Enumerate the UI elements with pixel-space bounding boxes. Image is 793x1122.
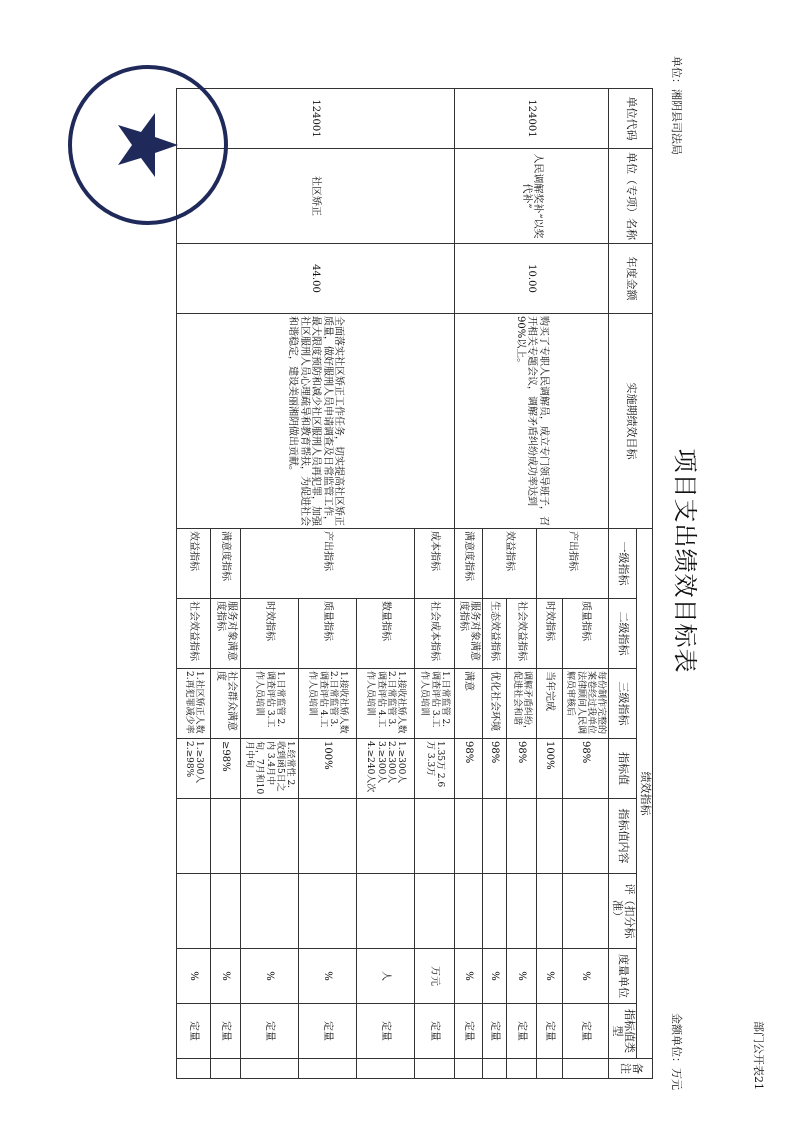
col-unit-code: 单位代码 [609,89,653,149]
p1r3-l3: 优化社会环境 [483,669,507,739]
p2r1-remark [357,1059,415,1079]
p2r4-unit: % [211,949,241,1004]
p2r4-remark [211,1059,241,1079]
p2r2-unit: % [299,949,357,1004]
p1r2-value: 98% [507,739,537,799]
p2r0-value: 1.35万 2.6万 3.3万 [415,739,455,799]
col-value: 指标值 [609,739,637,799]
p2r0-type: 定量 [415,1004,455,1059]
p1r4-content [455,799,483,874]
p2r2-scoring [299,874,357,949]
p1r1-unit: % [537,949,563,1004]
p1r4-value: 98% [455,739,483,799]
p1r0-value: 98% [563,739,609,799]
p1r0-type: 定量 [563,1004,609,1059]
col-unit-name: 单位（专项）名称 [609,149,653,244]
p1-l1: 产出指标 [537,529,609,599]
col-l3: 三级指标 [609,669,637,739]
p2r3-value: 1.经常性 2.收到函5日之内 3.4月中旬，7月和10月中旬 [241,739,299,799]
p2r3-l3: 1.日常监管 2.调查评估 3.工作人员培训 [241,669,299,739]
p1r2-l2: 社会效益指标 [507,599,537,669]
p2r2-remark [299,1059,357,1079]
p2r1-content [357,799,415,874]
p1r3-remark [483,1059,507,1079]
table-row [415,89,455,1079]
p1r3-content [483,799,507,874]
p2r1-l2: 数量指标 [357,599,415,669]
p2r2-value: 100% [299,739,357,799]
form-number: 部门公开表21 [752,1021,765,1090]
p2r2-l3: 1.接收社矫人数 2.日常监管 3.调查评估 4.工作人员培训 [299,669,357,739]
p1r1-content [537,799,563,874]
p1r4-unit: % [455,949,483,1004]
performance-table [176,88,653,1079]
p1r3-scoring [483,874,507,949]
p2r4-value: ≥98% [211,739,241,799]
p2r1-value: 1.≥300人 2.≥300人 3.≥300人 4.≥240人次 [357,739,415,799]
p1r1-l2: 时效指标 [537,599,563,669]
col-total: 年度金额 [609,244,653,314]
p2r4-content [211,799,241,874]
official-seal [63,60,233,230]
p2r3-l2: 时效指标 [241,599,299,669]
p2r0-l3: 1.日常监管 2.调查评估 3.工作人员培训 [415,669,455,739]
col-measure: 度量单位 [609,949,637,1004]
p2-goal: 全面落实社区矫正工作任务，切实提高社区矫正质量，做好服刑人员申请调查及日常监管工作，最大限度预防和减少社区服刑人员再犯罪，加强社区服刑人员心理疏导和教育帮扶，为促进社会和谐稳定，建设美丽湘阴做出贡献。 [177,314,455,529]
p2r1-scoring [357,874,415,949]
p2r0-l2: 社会成本指标 [415,599,455,669]
p2r5-scoring [177,874,211,949]
p2r4-l3: 社会群众满意度 [211,669,241,739]
p1r2-type: 定量 [507,1004,537,1059]
p1r4-l3: 满意 [455,669,483,739]
p1r4-remark [455,1059,483,1079]
col-goal: 实施期绩效目标 [609,314,653,529]
p2r2-type: 定量 [299,1004,357,1059]
p2r0-l1: 成本指标 [415,529,455,599]
p2r4-type: 定量 [211,1004,241,1059]
p1r2-remark [507,1059,537,1079]
seal-star [118,113,178,177]
table-row [563,89,609,1079]
p2r0-content [415,799,455,874]
p2r5-l2: 社会效益指标 [177,599,211,669]
p2r3-remark [241,1059,299,1079]
p1r0-content [563,799,609,874]
p2r4-scoring [211,874,241,949]
page-title: 项目支出绩效目标表 [671,448,699,674]
col-l1: 一级指标 [609,529,637,599]
col-remark: 备注 [609,1059,653,1079]
p1-name: 人民调解奖补“以奖代补” [455,149,609,244]
header-row-1 [637,89,653,1079]
p2-amount: 44.00 [177,244,455,314]
p1r0-scoring [563,874,609,949]
p1r1-remark [537,1059,563,1079]
unit-label: 单位： [670,56,683,89]
p2r1-l3: 1.接收社矫人数 2.日常监管 3.调查评估 4.工作人员培训 [357,669,415,739]
p1r2-scoring [507,874,537,949]
p1r3-unit: % [483,949,507,1004]
p2r5-l3: 1.社区矫正人数 2.再犯罪减少率 [177,669,211,739]
col-type: 指标值类型 [609,1004,637,1059]
unit-name: 湘阴县司法局 [670,89,683,155]
unit-line [669,56,685,155]
p2r4-l1: 满意度指标 [211,529,241,599]
p1r4-l2: 服务对象满意度指标 [455,599,483,669]
p2r3-unit: % [241,949,299,1004]
p2r4-l2: 服务对象满意度指标 [211,599,241,669]
p1r2-l3: 调解矛盾纠纷，促进社会和谐 [507,669,537,739]
p1r3-l2: 生态效益指标 [483,599,507,669]
p2r5-remark [177,1059,211,1079]
p1r1-type: 定量 [537,1004,563,1059]
col-perf: 绩效指标 [637,529,653,1059]
p1r0-l3: 每份制作完整的案卷经过我单位法律顾问人民调解员审核后 [563,669,609,739]
p2r3-content [241,799,299,874]
p1r4-l1: 满意度指标 [455,529,483,599]
col-content: 指标值内容 [609,799,637,874]
p2r1-type: 定量 [357,1004,415,1059]
p2r3-type: 定量 [241,1004,299,1059]
p1r0-l2: 质量指标 [563,599,609,669]
p1r1-value: 100% [537,739,563,799]
p1r1-scoring [537,874,563,949]
p2r5-unit: % [177,949,211,1004]
p2r0-unit: 万元 [415,949,455,1004]
p1r3-value: 98% [483,739,507,799]
p1r0-remark [563,1059,609,1079]
p1-goal: 购买了专职人民调解员，成立专门领导班子，召开相关专题会议，调解矛盾纠纷成功率达到90%以上。 [455,314,609,529]
p1r2-unit: % [507,949,537,1004]
p2r0-scoring [415,874,455,949]
col-l2: 二级指标 [609,599,637,669]
p2r5-l1: 效益指标 [177,529,211,599]
p1r3-type: 定量 [483,1004,507,1059]
amount-unit: 金额单位：万元 [670,1013,683,1090]
p1r2-content [507,799,537,874]
p2r2-content [299,799,357,874]
p2-code: 124001 [177,89,455,149]
p1-code: 124001 [455,89,609,149]
p2r5-content [177,799,211,874]
p2r5-value: 1.≥300人 2.≥98% [177,739,211,799]
p1-amount: 10.00 [455,244,609,314]
p2r5-type: 定量 [177,1004,211,1059]
col-scoring: 评（扣分标准） [609,874,637,949]
p1r1-l3: 当年完成 [537,669,563,739]
p2r1-l1: 产出指标 [241,529,415,599]
p1r0-unit: % [563,949,609,1004]
p1r2-l1: 效益指标 [483,529,537,599]
p2r0-remark [415,1059,455,1079]
p2r2-l2: 质量指标 [299,599,357,669]
p1r4-scoring [455,874,483,949]
p1r4-type: 定量 [455,1004,483,1059]
p2r3-scoring [241,874,299,949]
p2-name: 社区矫正 [177,149,455,244]
p2r1-unit: 人 [357,949,415,1004]
